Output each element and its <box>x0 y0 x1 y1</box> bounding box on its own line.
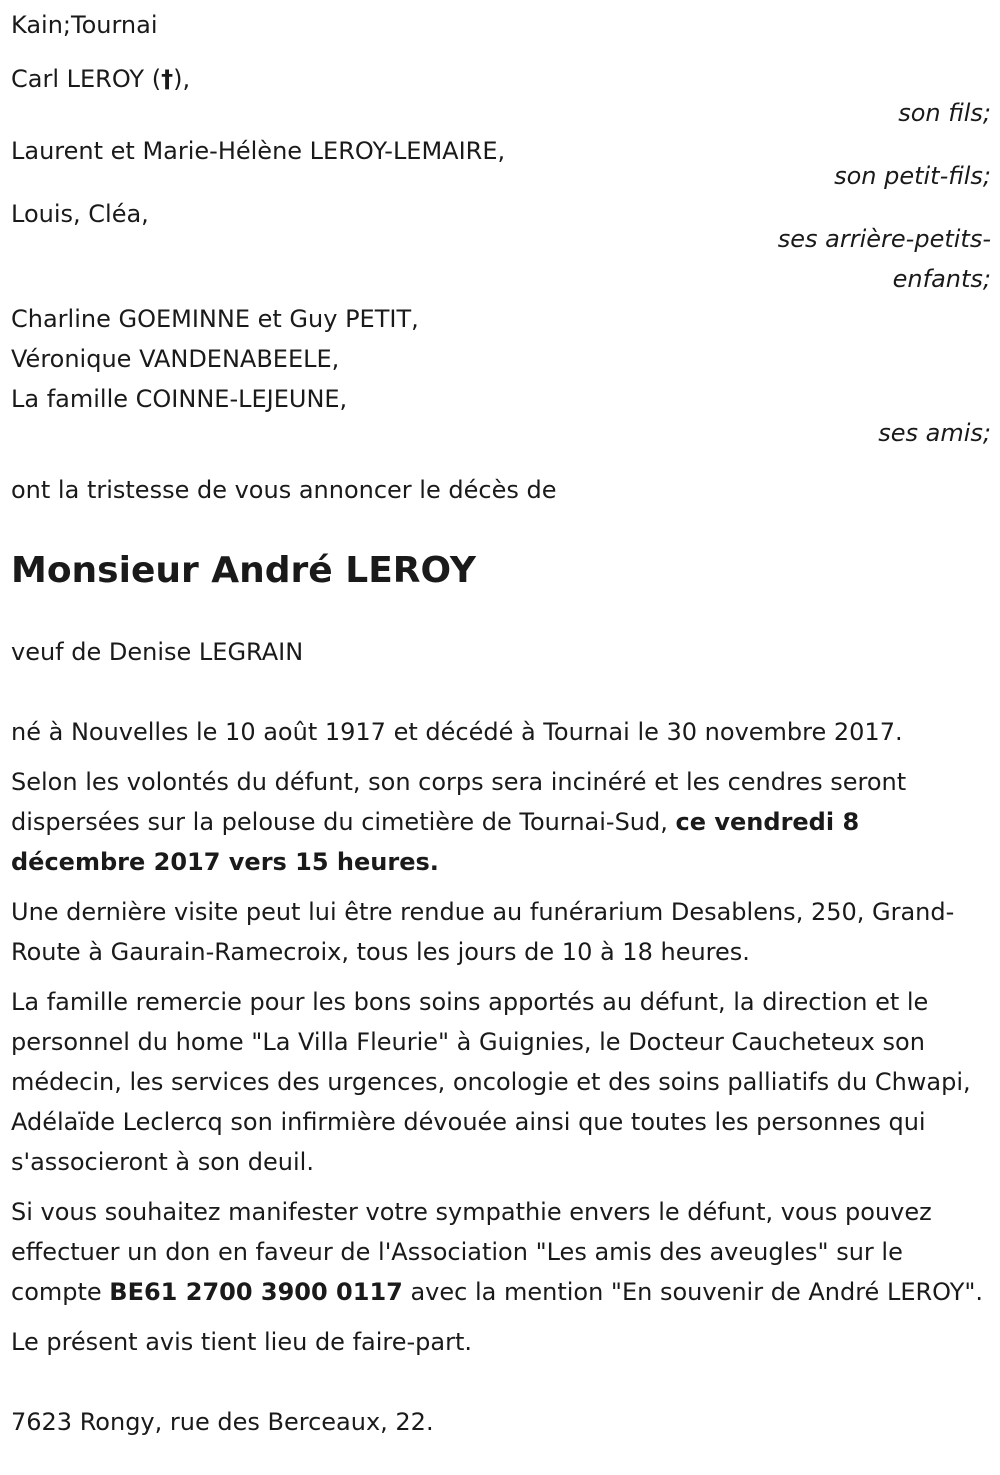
great-grandchildren-role-line2: enfants; <box>892 265 991 293</box>
grandson-role: son petit-fils; <box>834 162 991 190</box>
grandson-names: Laurent et Marie-Hélène LEROY-LEMAIRE, <box>11 137 506 165</box>
announcement-intro: ont la tristesse de vous annoncer le décès de <box>11 476 557 504</box>
birth-death-dates: né à Nouvelles le 10 août 1917 et décédé à Tournai le 30 novembre 2017. <box>11 718 903 746</box>
address-footer: 7623 Rongy, rue des Berceaux, 22. <box>11 1408 434 1436</box>
ceremony-date: ce vendredi 8 décembre 2017 vers 15 heures. <box>11 808 860 876</box>
ceremony-text: Selon les volontés du défunt, son corps sera incinéré et les cendres seront dispersées sur la pelouse du cimetière de Tournai-Sud, <box>11 768 907 836</box>
friends-list <box>11 299 991 419</box>
son-name: Carl LEROY ( <box>11 65 162 93</box>
deceased-name: Monsieur André LEROY <box>11 550 476 591</box>
cross-icon: † <box>161 65 174 93</box>
donation-text: Si vous souhaitez manifester votre sympathie envers le défunt, vous pouvez effectuer un don en faveur de l'Association "Les amis des aveugles" sur le compte <box>11 1198 932 1306</box>
ceremony-paragraph <box>11 762 991 882</box>
friends-role: ses amis; <box>878 419 991 447</box>
son-role: son fils; <box>898 99 991 127</box>
friend-entry: La famille COINNE-LEJEUNE, <box>11 385 348 413</box>
great-grandchildren-names: Louis, Cléa, <box>11 200 149 228</box>
friend-entry: Véronique VANDENABEELE, <box>11 345 340 373</box>
donation-paragraph <box>11 1192 991 1312</box>
son-name-suffix: ), <box>173 65 191 93</box>
great-grandchildren-role-line1: ses arrière-petits- <box>777 225 991 253</box>
thanks-paragraph: La famille remercie pour les bons soins apportés au défunt, la direction et le personnel du home "La Villa Fleurie" à Guignies, le Docteur Caucheteux son médecin, les services des urgences, oncologie et des soins palliatifs du Chwapi, Adélaïde Leclercq son infirmière dévouée ainsi que toutes les personnes qui s'associeront à son deuil. <box>11 988 971 1176</box>
widower-of: veuf de Denise LEGRAIN <box>11 638 304 666</box>
obituary-notice <box>11 0 991 1442</box>
visit-paragraph: Une dernière visite peut lui être rendue au funérarium Desablens, 250, Grand-Route à Gaurain-Ramecroix, tous les jours de 10 à 18 heures. <box>11 898 955 966</box>
location-header: Kain;Tournai <box>11 11 158 39</box>
notice-paragraph: Le présent avis tient lieu de faire-part. <box>11 1328 473 1356</box>
friend-entry: Charline GOEMINNE et Guy PETIT, <box>11 305 419 333</box>
donation-account: BE61 2700 3900 0117 <box>109 1278 403 1306</box>
donation-mention: avec la mention "En souvenir de André LEROY". <box>402 1278 984 1306</box>
